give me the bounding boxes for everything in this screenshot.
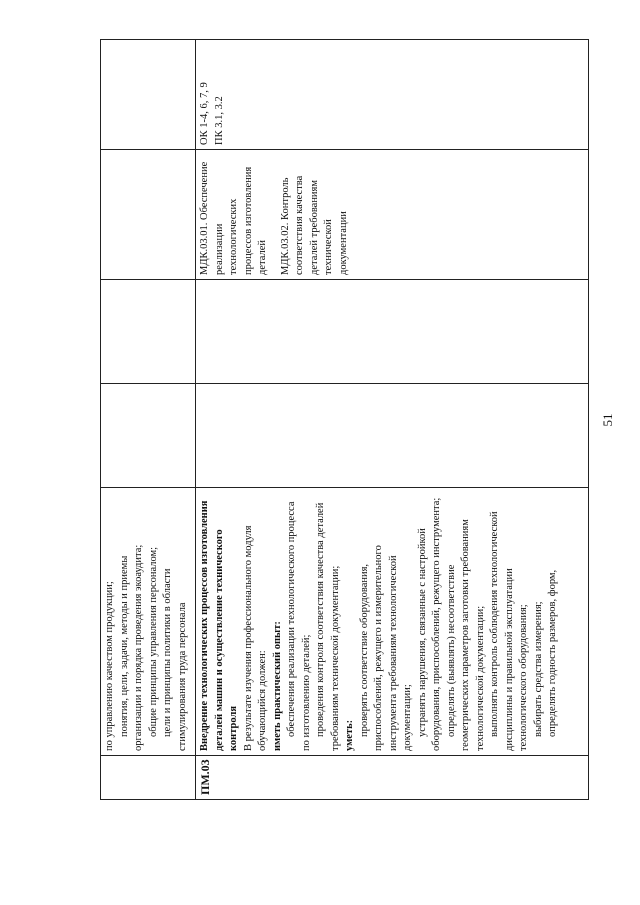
pm-skills-heading: уметь: — [344, 719, 355, 751]
cell-code-empty — [101, 756, 196, 800]
prev-line-4: общие принципы управления персоналом; — [147, 546, 159, 737]
rotated-page — [100, 40, 615, 800]
prev-line-5: цели и принципы политики в области — [162, 568, 173, 737]
cell-pm-hours-2 — [196, 280, 589, 384]
cell-pm-code — [196, 756, 589, 800]
table-row-previous — [101, 40, 196, 800]
pm-skill-2: устранять нарушения, связанные с настройкой оборудования, приспособлений, режущего инструмента; — [416, 497, 442, 751]
pm-intro: В результате изучения профессионального модуля обучающийся должен: — [242, 525, 268, 751]
pm-skill-3: определять (выявлять) несоответствие геометрических параметров заготовки требованиям технологической документации; — [445, 519, 486, 751]
prev-line-6: стимулирования труда персонала — [176, 602, 188, 751]
pm-experience-1: обеспечения реализации технологического процесса по изготовлению деталей; — [286, 501, 312, 751]
pm-experience-2: проведения контроля соответствия качества деталей требованиям технической документации; — [315, 502, 341, 751]
pm-skill-5: выбирать средства измерения; — [532, 601, 544, 737]
cell-pm-competencies — [196, 40, 589, 150]
pm-skill-1: проверять соответствие оборудования, приспособлений, режущего и измерительного инструмента требованиям технологической документации; — [358, 545, 413, 751]
competencies-pk: ПК 3.1, 3.2 — [213, 96, 225, 145]
cell-hours-1 — [101, 384, 196, 488]
table-row-pm03 — [196, 40, 589, 800]
pm-skill-6: определять годность размеров, форм, — [547, 569, 558, 737]
pm-experience-heading: иметь практический опыт: — [271, 621, 283, 751]
pm-code: ПМ.03 — [198, 759, 212, 795]
cell-pm-mdk — [196, 150, 589, 280]
cell-mdk-empty — [101, 150, 196, 280]
prev-line-1: по управлению качеством продукции; — [104, 581, 115, 751]
curriculum-table — [100, 39, 589, 800]
cell-prev-content — [101, 488, 196, 756]
cell-pm-content — [196, 488, 589, 756]
prev-line-2: понятия, цели, задачи, методы и приемы — [118, 555, 130, 737]
pm-skill-4: выполнять контроль соблюдения технологической дисциплины и правильной эксплуатации технологического оборудования; — [489, 511, 529, 751]
cell-hours-2 — [101, 280, 196, 384]
pm-title: Внедрение технологических процессов изготовления деталей машин и осуществление технического контроля — [199, 500, 239, 751]
prev-line-3: организации и порядка проведения экоаудита; — [133, 544, 144, 751]
cell-pm-hours-1 — [196, 384, 589, 488]
competencies-ok: ОК 1-4, 6, 7, 9 — [199, 82, 210, 145]
mdk-03-02: МДК.03.02. Контроль соответствия качества деталей требованиям технической документации — [279, 175, 349, 275]
mdk-03-01: МДК.03.01. Обеспечение реализации технологических процессов изготовления деталей — [199, 161, 268, 275]
cell-comp-empty — [101, 40, 196, 150]
page-number: 51 — [600, 413, 615, 427]
